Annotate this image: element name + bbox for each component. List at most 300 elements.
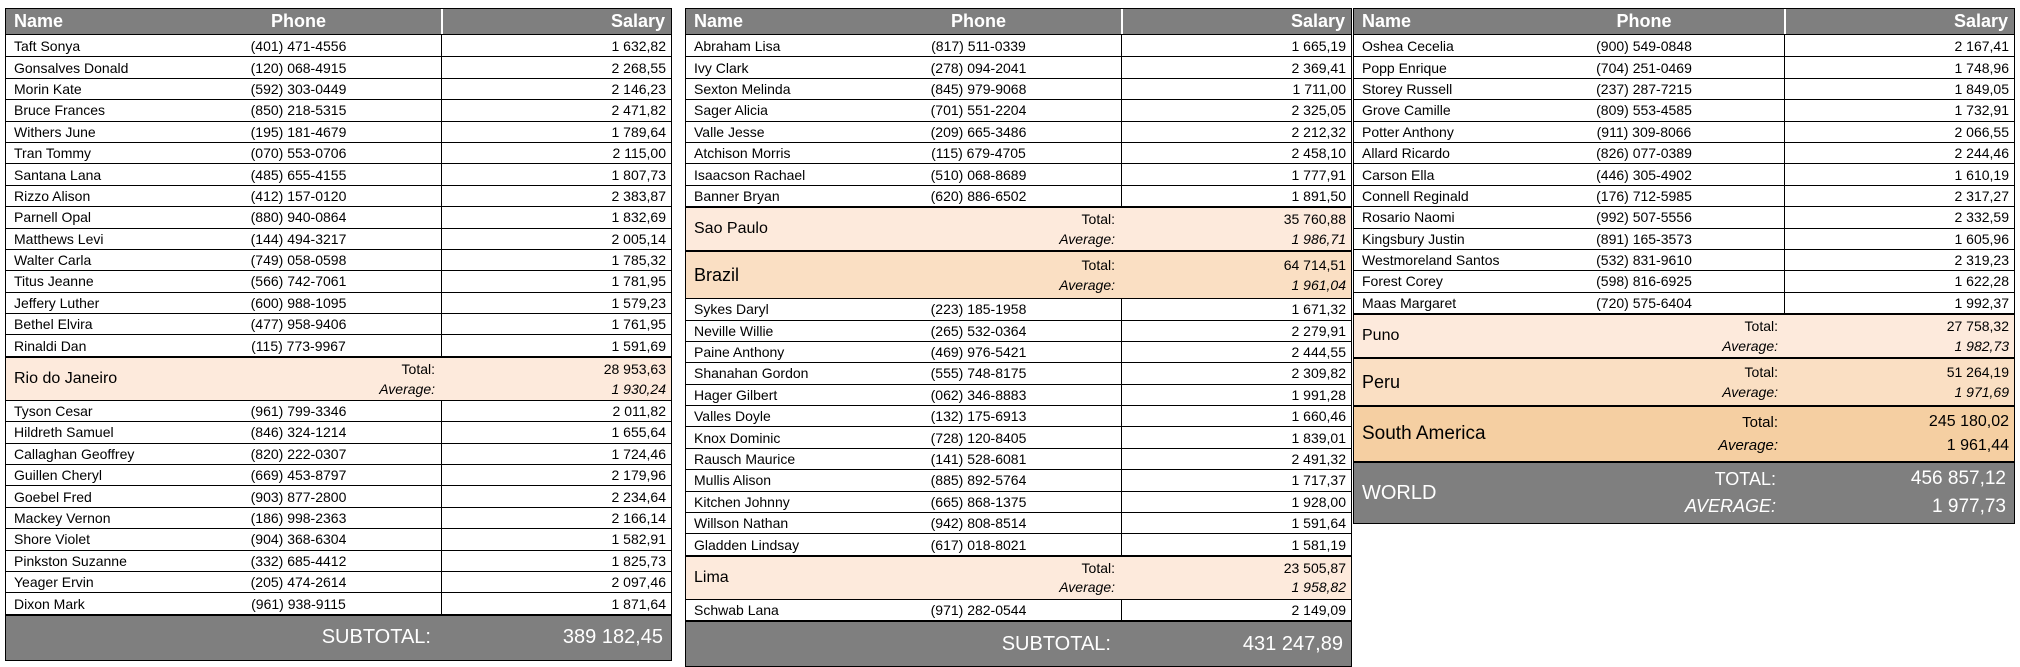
employee-phone-cell: (205) 474-2614 xyxy=(250,574,347,591)
total-label: Total: xyxy=(1742,413,1778,431)
employee-phone-cell: (809) 553-4585 xyxy=(1596,102,1692,119)
employee-name-cell: Rosario Naomi xyxy=(1362,209,1455,226)
employee-salary-cell: 2 234,64 xyxy=(441,486,671,506)
employee-phone-cell: (961) 799-3346 xyxy=(250,403,347,420)
employee-row xyxy=(6,142,671,163)
employee-salary-cell: 2 011,82 xyxy=(441,401,671,421)
employee-row xyxy=(686,384,1351,405)
group-total-labels xyxy=(1399,315,1784,357)
employee-salary-cell: 1 632,82 xyxy=(441,35,671,56)
employee-salary-cell: 1 665,19 xyxy=(1121,35,1351,56)
employee-name-cell: Rizzo Alison xyxy=(14,187,91,204)
employee-name-cell: Grove Camille xyxy=(1362,102,1451,119)
employee-name-cell: Mullis Alison xyxy=(694,472,772,489)
employee-name-cell: Allard Ricardo xyxy=(1362,145,1450,162)
employee-salary-cell: 1 839,01 xyxy=(1121,427,1351,447)
employee-row xyxy=(6,228,671,249)
average-value: 1 961,44 xyxy=(1946,437,2009,455)
world-total-values xyxy=(1784,463,2014,523)
phone-column-header: Phone xyxy=(270,11,326,31)
employee-salary-cell: 1 748,96 xyxy=(1784,57,2014,77)
employee-salary-cell: 1 579,23 xyxy=(441,293,671,313)
employee-name-cell: Taft Sonya xyxy=(14,37,81,54)
employee-name-cell: Mackey Vernon xyxy=(14,510,111,526)
employee-salary-cell: 1 671,32 xyxy=(1121,299,1351,319)
average-label: Average: xyxy=(1059,579,1115,596)
employee-row xyxy=(6,206,671,227)
employee-phone-cell: (566) 742-7061 xyxy=(250,273,347,290)
employee-salary-cell: 1 891,50 xyxy=(1121,186,1351,206)
average-value: 1 961,04 xyxy=(1291,277,1346,294)
employee-phone-cell: (620) 886-6502 xyxy=(930,187,1027,204)
employee-row xyxy=(6,443,671,464)
average-label: Average: xyxy=(1059,277,1115,294)
employee-row xyxy=(1354,121,2014,142)
employee-row xyxy=(686,56,1351,77)
employee-salary-cell: 2 383,87 xyxy=(441,186,671,206)
employee-name-cell: Hager Gilbert xyxy=(694,386,778,403)
employee-salary-cell: 1 781,95 xyxy=(441,271,671,291)
total-label: Total: xyxy=(401,361,435,378)
employee-name-cell: Sexton Melinda xyxy=(694,80,791,97)
group-total-labels xyxy=(1400,359,1784,405)
employee-salary-cell: 1 761,95 xyxy=(441,314,671,334)
employee-phone-cell: (115) 773-9967 xyxy=(251,337,346,354)
total-label: Total: xyxy=(1744,363,1778,380)
group-total-labels xyxy=(117,358,441,400)
employee-name-cell: Parnell Opal xyxy=(14,209,92,226)
employee-phone-cell: (532) 831-9610 xyxy=(1596,252,1692,269)
employee-row xyxy=(686,35,1351,56)
group-label: Peru xyxy=(1362,371,1401,392)
employee-phone-cell: (728) 120-8405 xyxy=(930,429,1027,446)
employee-phone-cell: (176) 712-5985 xyxy=(1596,187,1692,204)
employee-phone-cell: (942) 808-8514 xyxy=(930,515,1027,532)
subtotal-value: 389 182,45 xyxy=(562,626,663,649)
employee-salary-cell: 2 317,27 xyxy=(1784,186,2014,206)
total-value: 35 760,88 xyxy=(1283,211,1346,228)
employee-salary-cell: 2 097,46 xyxy=(441,572,671,592)
employee-row xyxy=(6,78,671,99)
employee-row xyxy=(6,464,671,485)
employee-salary-cell: 2 244,46 xyxy=(1784,143,2014,163)
employee-name-cell: Dixon Mark xyxy=(14,595,85,612)
employee-name-cell: Atchison Morris xyxy=(694,145,791,162)
employee-name-cell: Morin Kate xyxy=(14,80,82,97)
employee-salary-cell: 2 146,23 xyxy=(441,79,671,99)
employee-salary-cell: 2 149,09 xyxy=(1121,600,1351,620)
employee-phone-cell: (446) 305-4902 xyxy=(1596,166,1692,183)
employee-phone-cell: (223) 185-1958 xyxy=(930,301,1027,318)
salary-column-header: Salary xyxy=(1121,9,1351,34)
world-total-value: 456 857,12 xyxy=(1910,468,2006,490)
group-total-values xyxy=(1784,315,2014,357)
employee-row xyxy=(6,99,671,120)
employee-phone-cell: (598) 816-6925 xyxy=(1596,273,1692,290)
employee-row xyxy=(686,341,1351,362)
report-table-3 xyxy=(1353,8,2015,524)
employee-name-cell: Schwab Lana xyxy=(694,602,779,618)
employee-phone-cell: (845) 979-9068 xyxy=(930,80,1027,97)
employee-name-cell: Bethel Elvira xyxy=(14,316,93,333)
employee-name-cell: Maas Margaret xyxy=(1362,294,1457,311)
employee-name-cell: Shore Violet xyxy=(14,531,91,548)
group-label: South America xyxy=(1362,423,1486,445)
employee-row xyxy=(1354,99,2014,120)
report-table-2 xyxy=(685,8,1352,667)
employee-salary-cell: 2 444,55 xyxy=(1121,342,1351,362)
employee-salary-cell: 2 471,82 xyxy=(441,100,671,120)
employee-row xyxy=(6,249,671,270)
group-total-row xyxy=(1354,405,2014,461)
employee-row xyxy=(686,320,1351,341)
employee-phone-cell: (749) 058-0598 xyxy=(250,252,347,269)
employee-row xyxy=(686,142,1351,163)
employee-phone-cell: (720) 575-6404 xyxy=(1596,294,1692,311)
employee-salary-cell: 2 319,23 xyxy=(1784,250,2014,270)
employee-name-cell: Abraham Lisa xyxy=(694,37,781,54)
group-total-row xyxy=(686,250,1351,298)
employee-phone-cell: (062) 346-8883 xyxy=(930,386,1027,403)
employee-name-cell: Yeager Ervin xyxy=(14,574,94,591)
employee-row xyxy=(686,469,1351,490)
employee-name-cell: Callaghan Geoffrey xyxy=(14,445,135,462)
employee-name-cell: Connell Reginald xyxy=(1362,187,1469,204)
employee-row xyxy=(6,592,671,613)
employee-row xyxy=(1354,35,2014,56)
employee-salary-cell: 1 832,69 xyxy=(441,207,671,227)
employee-salary-cell: 2 309,82 xyxy=(1121,363,1351,383)
employee-phone-cell: (701) 551-2204 xyxy=(930,102,1027,119)
employee-phone-cell: (850) 218-5315 xyxy=(250,102,347,119)
salary-column-header: Salary xyxy=(441,9,671,34)
world-total-labels xyxy=(1436,463,1784,523)
employee-row xyxy=(6,313,671,334)
employee-salary-cell: 1 785,32 xyxy=(441,250,671,270)
employee-phone-cell: (132) 175-6913 xyxy=(930,408,1027,425)
group-total-values xyxy=(441,358,671,400)
employee-name-cell: Valle Jesse xyxy=(694,123,765,140)
employee-row xyxy=(1354,78,2014,99)
employee-phone-cell: (209) 665-3486 xyxy=(930,123,1027,140)
total-value: 27 758,32 xyxy=(1946,318,2009,335)
employee-salary-cell: 2 268,55 xyxy=(441,57,671,77)
employee-salary-cell: 2 115,00 xyxy=(441,143,671,163)
employee-salary-cell: 1 717,37 xyxy=(1121,470,1351,490)
employee-name-cell: Tran Tommy xyxy=(14,145,92,162)
group-label: Rio do Janeiro xyxy=(14,369,118,387)
employee-phone-cell: (332) 685-4412 xyxy=(250,552,347,569)
employee-name-cell: Tyson Cesar xyxy=(14,403,93,420)
employee-phone-cell: (885) 892-5764 xyxy=(930,472,1027,489)
employee-phone-cell: (911) 309-8066 xyxy=(1596,123,1692,140)
employee-name-cell: Willson Nathan xyxy=(694,515,789,532)
group-label: Lima xyxy=(694,568,729,586)
employee-row xyxy=(6,550,671,571)
employee-row xyxy=(686,78,1351,99)
phone-column-header: Phone xyxy=(1616,11,1672,31)
employee-row xyxy=(6,35,671,56)
employee-name-cell: Westmoreland Santos xyxy=(1362,252,1500,269)
employee-salary-cell: 1 660,46 xyxy=(1121,406,1351,426)
world-label: WORLD xyxy=(1362,481,1437,504)
employee-name-cell: Paine Anthony xyxy=(694,344,785,361)
average-label: Average: xyxy=(1722,384,1778,401)
employee-phone-cell: (477) 958-9406 xyxy=(250,316,347,333)
employee-salary-cell: 1 655,64 xyxy=(441,422,671,442)
employee-row xyxy=(686,362,1351,383)
employee-phone-cell: (144) 494-3217 xyxy=(250,230,347,247)
employee-phone-cell: (665) 868-1375 xyxy=(930,493,1027,510)
employee-name-cell: Goebel Fred xyxy=(14,488,92,505)
employee-salary-cell: 2 279,91 xyxy=(1121,321,1351,341)
employee-row xyxy=(686,533,1351,554)
employee-phone-cell: (903) 877-2800 xyxy=(250,488,347,505)
employee-phone-cell: (555) 748-8175 xyxy=(930,365,1027,382)
employee-row xyxy=(1354,163,2014,184)
group-label: Brazil xyxy=(694,264,740,285)
employee-name-cell: Bruce Frances xyxy=(14,102,106,119)
employee-row xyxy=(686,448,1351,469)
employee-row xyxy=(686,426,1351,447)
employee-name-cell: Potter Anthony xyxy=(1362,123,1454,140)
employee-row xyxy=(6,292,671,313)
total-value: 245 180,02 xyxy=(1928,413,2009,431)
subtotal-row xyxy=(686,620,1351,666)
employee-row xyxy=(686,185,1351,206)
employee-phone-cell: (070) 553-0706 xyxy=(250,145,347,162)
employee-salary-cell: 2 179,96 xyxy=(441,465,671,485)
table-body xyxy=(686,35,1351,666)
employee-phone-cell: (401) 471-4556 xyxy=(250,37,347,54)
employee-row xyxy=(6,270,671,291)
employee-salary-cell: 1 825,73 xyxy=(441,551,671,571)
employee-phone-cell: (961) 938-9115 xyxy=(251,595,346,612)
employee-salary-cell: 1 991,28 xyxy=(1121,385,1351,405)
employee-salary-cell: 2 212,32 xyxy=(1121,122,1351,142)
employee-row xyxy=(1354,249,2014,270)
employee-name-cell: Valles Doyle xyxy=(694,408,771,425)
employee-name-cell: Rausch Maurice xyxy=(694,451,796,468)
employee-phone-cell: (120) 068-4915 xyxy=(250,59,347,76)
employee-phone-cell: (510) 068-8689 xyxy=(930,166,1027,183)
employee-salary-cell: 2 458,10 xyxy=(1121,143,1351,163)
employee-name-cell: Ivy Clark xyxy=(694,59,749,76)
table-header xyxy=(6,9,671,35)
employee-row xyxy=(686,599,1351,620)
average-value: 1 958,82 xyxy=(1291,579,1346,596)
employee-salary-cell: 1 591,69 xyxy=(441,335,671,355)
employee-phone-cell: (278) 094-2041 xyxy=(930,59,1027,76)
employee-row xyxy=(6,334,671,355)
employee-phone-cell: (904) 368-6304 xyxy=(250,531,347,548)
total-label: Total: xyxy=(1081,256,1115,273)
employee-row xyxy=(6,400,671,421)
average-value: 1 930,24 xyxy=(611,380,666,397)
employee-salary-cell: 1 605,96 xyxy=(1784,229,2014,249)
employee-name-cell: Gonsalves Donald xyxy=(14,59,129,76)
employee-phone-cell: (880) 940-0864 xyxy=(250,209,347,226)
employee-name-cell: Gladden Lindsay xyxy=(694,536,800,553)
subtotal-value: 431 247,89 xyxy=(1242,632,1343,655)
employee-row xyxy=(6,485,671,506)
employee-row xyxy=(686,491,1351,512)
employee-phone-cell: (891) 165-3573 xyxy=(1596,230,1692,247)
employee-row xyxy=(6,571,671,592)
employee-name-cell: Kingsbury Justin xyxy=(1362,230,1465,247)
employee-salary-cell: 2 325,05 xyxy=(1121,100,1351,120)
employee-phone-cell: (992) 507-5556 xyxy=(1596,209,1692,226)
employee-row xyxy=(6,121,671,142)
employee-phone-cell: (826) 077-0389 xyxy=(1596,145,1692,162)
employee-row xyxy=(686,298,1351,319)
employee-name-cell: Matthews Levi xyxy=(14,230,104,247)
employee-salary-cell: 1 581,19 xyxy=(1121,534,1351,554)
employee-name-cell: Hildreth Samuel xyxy=(14,424,114,441)
employee-phone-cell: (195) 181-4679 xyxy=(250,123,347,140)
employee-phone-cell: (141) 528-6081 xyxy=(930,451,1027,468)
employee-row xyxy=(686,163,1351,184)
employee-phone-cell: (846) 324-1214 xyxy=(250,424,347,441)
table-header xyxy=(686,9,1351,35)
employee-salary-cell: 2 167,41 xyxy=(1784,35,2014,56)
group-total-row xyxy=(686,206,1351,250)
employee-row xyxy=(6,421,671,442)
salary-column-header: Salary xyxy=(1784,9,2014,34)
employee-row xyxy=(1354,206,2014,227)
employee-name-cell: Sykes Daryl xyxy=(694,301,769,318)
group-total-row xyxy=(1354,313,2014,357)
group-total-row xyxy=(1354,357,2014,405)
employee-name-cell: Kitchen Johnny xyxy=(694,493,790,510)
employee-name-cell: Isaacson Rachael xyxy=(694,166,806,183)
world-total-label: TOTAL: xyxy=(1714,469,1776,490)
total-label: Total: xyxy=(1744,318,1778,335)
group-total-labels xyxy=(739,252,1121,298)
table-header xyxy=(1354,9,2014,35)
employee-salary-cell: 1 711,00 xyxy=(1121,79,1351,99)
employee-salary-cell: 1 849,05 xyxy=(1784,79,2014,99)
total-value: 28 953,63 xyxy=(603,361,666,378)
employee-row xyxy=(6,185,671,206)
subtotal-label: SUBTOTAL: xyxy=(321,626,431,649)
employee-name-cell: Walter Carla xyxy=(14,252,92,269)
employee-phone-cell: (600) 988-1095 xyxy=(250,294,347,311)
employee-row xyxy=(686,405,1351,426)
employee-row xyxy=(6,163,671,184)
employee-name-cell: Shanahan Gordon xyxy=(694,365,809,382)
employee-salary-cell: 1 777,91 xyxy=(1121,164,1351,184)
table-body xyxy=(1354,35,2014,523)
employee-row xyxy=(1354,270,2014,291)
group-label: Sao Paulo xyxy=(694,220,768,238)
employee-name-cell: Guillen Cheryl xyxy=(14,467,102,484)
employee-salary-cell: 2 369,41 xyxy=(1121,57,1351,77)
employee-phone-cell: (617) 018-8021 xyxy=(930,536,1027,553)
employee-salary-cell: 1 789,64 xyxy=(441,122,671,142)
employee-salary-cell: 1 928,00 xyxy=(1121,492,1351,512)
employee-phone-cell: (115) 679-4705 xyxy=(931,145,1026,162)
employee-row xyxy=(686,121,1351,142)
subtotal-label: SUBTOTAL: xyxy=(1001,632,1111,655)
employee-salary-cell: 1 807,73 xyxy=(441,164,671,184)
employee-phone-cell: (900) 549-0848 xyxy=(1596,37,1692,54)
employee-name-cell: Oshea Cecelia xyxy=(1362,37,1454,54)
name-column-header: Name xyxy=(1362,11,1412,31)
group-total-values xyxy=(1784,407,2014,461)
employee-salary-cell: 2 066,55 xyxy=(1784,122,2014,142)
name-column-header: Name xyxy=(14,11,64,31)
employee-salary-cell: 2 332,59 xyxy=(1784,207,2014,227)
employee-name-cell: Knox Dominic xyxy=(694,429,781,446)
employee-phone-cell: (412) 157-0120 xyxy=(250,187,347,204)
total-label: Total: xyxy=(1081,211,1115,228)
group-total-row xyxy=(6,356,671,400)
employee-salary-cell: 1 732,91 xyxy=(1784,100,2014,120)
average-value: 1 971,69 xyxy=(1954,384,2009,401)
employee-salary-cell: 1 871,64 xyxy=(441,593,671,613)
group-total-labels xyxy=(729,557,1121,599)
total-value: 64 714,51 xyxy=(1283,256,1346,273)
employee-row xyxy=(686,512,1351,533)
employee-name-cell: Banner Bryan xyxy=(694,187,780,204)
employee-phone-cell: (469) 976-5421 xyxy=(930,344,1027,361)
average-value: 1 986,71 xyxy=(1291,230,1346,247)
employee-row xyxy=(6,528,671,549)
employee-row xyxy=(6,56,671,77)
group-total-values xyxy=(1121,252,1351,298)
employee-salary-cell: 1 610,19 xyxy=(1784,164,2014,184)
group-total-values xyxy=(1784,359,2014,405)
employee-salary-cell: 2 491,32 xyxy=(1121,449,1351,469)
employee-phone-cell: (485) 655-4155 xyxy=(250,166,347,183)
employee-salary-cell: 1 724,46 xyxy=(441,444,671,464)
employee-name-cell: Pinkston Suzanne xyxy=(14,552,127,569)
employee-salary-cell: 1 591,64 xyxy=(1121,513,1351,533)
employee-row xyxy=(686,99,1351,120)
employee-phone-cell: (237) 287-7215 xyxy=(1596,80,1692,97)
report-table-1 xyxy=(5,8,672,661)
employee-row xyxy=(1354,56,2014,77)
average-label: Average: xyxy=(379,380,435,397)
group-total-values xyxy=(1121,557,1351,599)
average-label: Average: xyxy=(1718,437,1778,455)
employee-salary-cell: 1 992,37 xyxy=(1784,293,2014,313)
group-total-row xyxy=(686,555,1351,599)
employee-row xyxy=(1354,228,2014,249)
employee-name-cell: Rinaldi Dan xyxy=(14,337,87,354)
group-total-values xyxy=(1121,208,1351,250)
employee-phone-cell: (265) 532-0364 xyxy=(930,322,1027,339)
group-total-labels xyxy=(1486,407,1784,461)
employee-row xyxy=(1354,142,2014,163)
total-value: 51 264,19 xyxy=(1946,363,2009,380)
total-value: 23 505,87 xyxy=(1283,560,1346,577)
group-total-labels xyxy=(768,208,1121,250)
employee-phone-cell: (971) 282-0544 xyxy=(930,602,1027,618)
average-label: Average: xyxy=(1722,337,1778,354)
phone-column-header: Phone xyxy=(950,11,1006,31)
name-column-header: Name xyxy=(694,11,744,31)
average-value: 1 982,73 xyxy=(1954,337,2009,354)
employee-salary-cell: 2 166,14 xyxy=(441,508,671,528)
employee-phone-cell: (186) 998-2363 xyxy=(250,510,347,526)
table-body xyxy=(6,35,671,660)
employee-name-cell: Titus Jeanne xyxy=(14,273,94,290)
employee-name-cell: Storey Russell xyxy=(1362,80,1453,97)
employee-salary-cell: 2 005,14 xyxy=(441,229,671,249)
world-total-row xyxy=(1354,461,2014,523)
